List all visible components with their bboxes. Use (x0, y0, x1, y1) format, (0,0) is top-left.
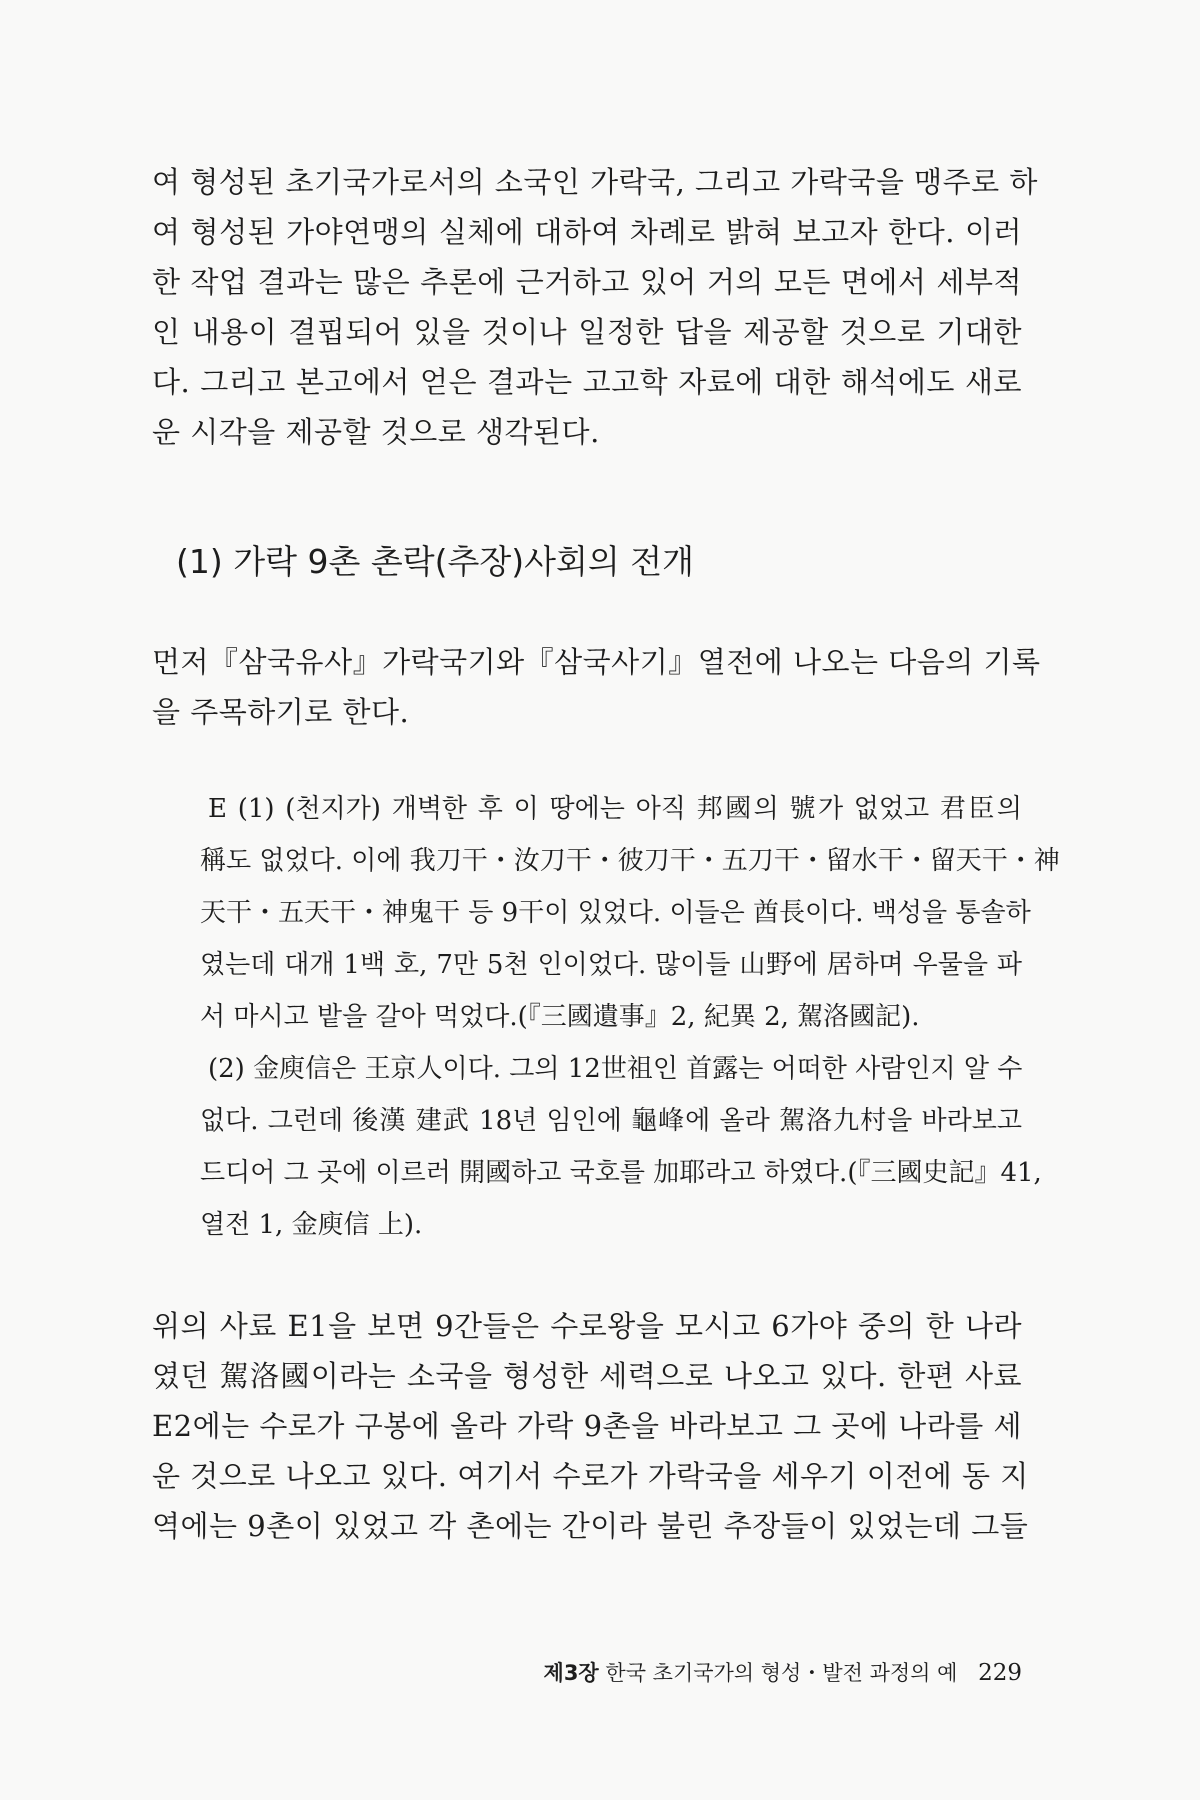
text-line: 여 형성된 가야연맹의 실체에 대하여 차례로 밝혀 보고자 한다. 이러 (152, 215, 1022, 249)
quote-line: 서 마시고 밭을 갈아 먹었다.(『三國遺事』2, 紀異 2, 駕洛國記). (200, 1002, 920, 1032)
text-line: 였던 駕洛國이라는 소국을 형성한 세력으로 나오고 있다. 한편 사료 (152, 1359, 1022, 1393)
chapter-label: 제3장 (543, 1661, 599, 1685)
text-line: 여 형성된 초기국가로서의 소국인 가락국, 그리고 가락국을 맹주로 하 (152, 165, 1038, 199)
chapter-title: 한국 초기국가의 형성・발전 과정의 예 (605, 1661, 958, 1685)
quote-line: E (1) (천지가) 개벽한 후 이 땅에는 아직 邦國의 號가 없었고 君臣의 (208, 794, 1022, 824)
text-line: 먼저『삼국유사』가락국기와『삼국사기』열전에 나오는 다음의 기록 (152, 645, 1041, 679)
quote-line: 였는데 대개 1백 호, 7만 5천 인이었다. 많이들 山野에 居하며 우물을 파 (200, 950, 1022, 980)
quote-line: 열전 1, 金庾信 上). (200, 1210, 423, 1240)
text-line: 위의 사료 E1을 보면 9간들은 수로왕을 모시고 6가야 중의 한 나라 (152, 1309, 1022, 1343)
text-line: 역에는 9촌이 있었고 각 촌에는 간이라 불린 추장들이 있었는데 그들 (152, 1509, 1029, 1543)
section-heading: (1) 가락 9촌 촌락(추장)사회의 전개 (176, 542, 694, 581)
text-line: E2에는 수로가 구봉에 올라 가락 9촌을 바라보고 그 곳에 나라를 세 (152, 1409, 1022, 1443)
page-footer (544, 1658, 1022, 1688)
quote-line: 드디어 그 곳에 이르러 開國하고 국호를 加耶라고 하였다.(『三國史記』41, (200, 1158, 1042, 1188)
text-line: 을 주목하기로 한다. (152, 695, 410, 729)
quote-line: (2) 金庾信은 王京人이다. 그의 12世祖인 首露는 어떠한 사람인지 알 수 (208, 1054, 1023, 1084)
quote-line: 天干・五天干・神鬼干 등 9干이 있었다. 이들은 酋長이다. 백성을 통솔하 (200, 898, 1031, 928)
quote-line: 없다. 그런데 後漢 建武 18년 임인에 龜峰에 올라 駕洛九村을 바라보고 (200, 1106, 1022, 1136)
text-line: 운 것으로 나오고 있다. 여기서 수로가 가락국을 세우기 이전에 동 지 (152, 1459, 1029, 1493)
text-line: 한 작업 결과는 많은 추론에 근거하고 있어 거의 모든 면에서 세부적 (152, 265, 1022, 299)
text-line: 다. 그리고 본고에서 얻은 결과는 고고학 자료에 대한 해석에도 새로 (152, 365, 1022, 399)
quote-line: 稱도 없었다. 이에 我刀干・汝刀干・彼刀干・五刀干・留水干・留天干・神 (200, 846, 1060, 876)
page-number: 229 (978, 1660, 1022, 1686)
text-line: 인 내용이 결핍되어 있을 것이나 일정한 답을 제공할 것으로 기대한 (152, 315, 1022, 349)
text-line: 운 시각을 제공할 것으로 생각된다. (152, 415, 600, 449)
